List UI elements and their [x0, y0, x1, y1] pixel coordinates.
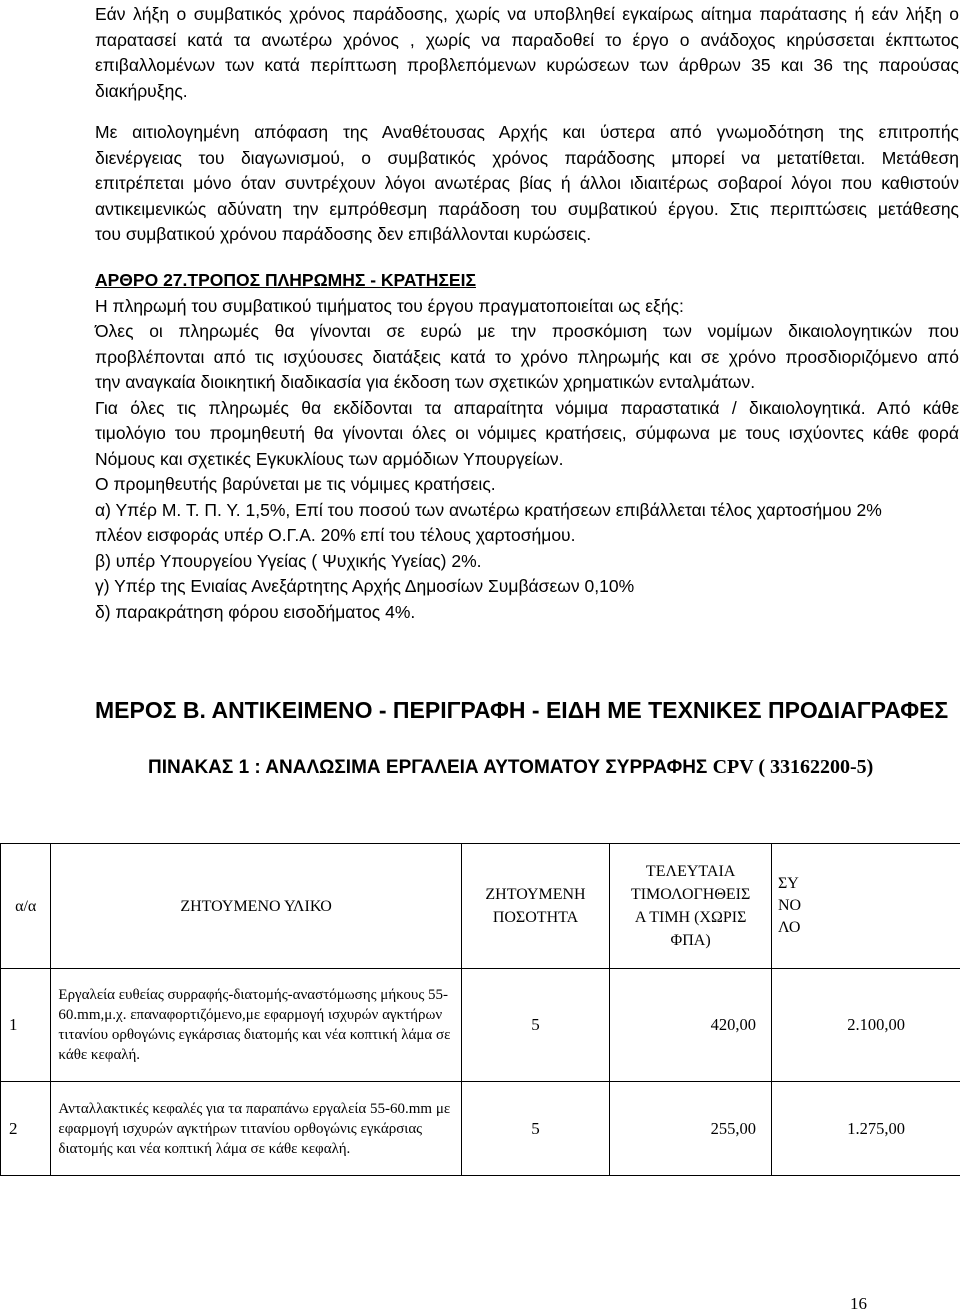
text-line: αντικειμενικώς αδύνατη την εμπρόθεσμη παράδοση του συμβατικού έργου. Στις περιπτώσεις μετάθεσης: [95, 198, 959, 219]
header-price-line: ΤΕΛΕΥΤΑΙΑ: [645, 863, 736, 880]
row-quantity: 5: [461, 1082, 610, 1176]
header-price-line: ΦΠΑ): [670, 932, 711, 949]
text-line: πλέον εισφοράς υπέρ Ο.Γ.Α. 20% επί του τέλους χαρτοσήμου.: [95, 525, 576, 545]
header-quantity: [461, 844, 610, 969]
text-line: διενέργειας του διαγωνισμού, ο συμβατικός χρόνος παράδοσης μπορεί να μετατίθεται. Μετάθεση: [95, 147, 959, 168]
article-27-section: [95, 268, 959, 625]
header-price-line: Α ΤΙΜΗ (ΧΩΡΙΣ: [634, 909, 747, 926]
part-b-title: ΜΕΡΟΣ Β. ΑΝΤΙΚΕΙΜΕΝΟ - ΠΕΡΙΓΡΑΦΗ - ΕΙΔΗ ΜΕ ΤΕΧΝΙΚΕΣ ΠΡΟΔΙΑΓΡΑΦΕΣ: [95, 697, 949, 723]
header-item: ΖΗΤΟΥΜΕΝΟ ΥΛΙΚΟ: [51, 844, 461, 969]
header-total-line: ΝΟ: [777, 897, 802, 914]
header-aa: α/α: [1, 844, 51, 969]
paragraph-delivery-expiry: [95, 2, 959, 104]
row-description: Εργαλεία ευθείας συρραφής-διατομής-αναστόμωσης μήκους 55-60.mm,μ.χ. επαναφορτιζόμενο,με εφαρμογή ισχυρών αγκτήρων τιτανίου ορθογώνις εγκάρσιας διατομής και νέα κοπτική λάμα σε κάθε κεφαλή.: [51, 969, 461, 1082]
header-quantity-line: ΠΟΣΟΤΗΤΑ: [492, 909, 579, 926]
text-line: την αναγκαία διοικητική διαδικασία για έκδοση των σχετικών χρηματικών ενταλμάτων.: [95, 372, 756, 392]
text-line: διακήρυξης.: [95, 80, 188, 101]
row-description: Ανταλλακτικές κεφαλές για τα παραπάνω εργαλεία 55-60.mm με εφαρμογή ισχυρών αγκτήρων τιτανίου ορθογώνις εγκάρσιας διατομής και νέα κοπτική λάμα σε κάθε κεφαλή.: [51, 1082, 461, 1176]
text-line: παρατασεί κατά τα ανωτέρω χρόνος , χωρίς να παραδοθεί το έργο ο ανάδοχος κηρύσσεται έκπτωτος: [95, 29, 959, 50]
text-line: β) υπέρ Υπουργείου Υγείας ( Ψυχικής Υγείας) 2%.: [95, 550, 482, 571]
table-row: [1, 1082, 960, 1176]
table-header-row: [1, 844, 960, 969]
text-line: Νόμους και σχετικές Εγκυκλίους των αρμόδιων Υπουργείων.: [95, 448, 564, 469]
row-number: 1: [1, 969, 51, 1082]
text-line: Ο προμηθευτής βαρύνεται με τις νόμιμες κρατήσεις.: [95, 474, 496, 494]
text-line: του συμβατικού χρόνου παράδοσης δεν επιβάλλονται κυρώσεις.: [95, 224, 592, 244]
text-line: γ) Υπέρ της Ενιαίας Ανεξάρτητης Αρχής Δημοσίων Συμβάσεων 0,10%: [95, 576, 635, 596]
items-table: [0, 843, 960, 1176]
text-line: Εάν λήξη ο συμβατικός χρόνος παράδοσης, χωρίς να υποβληθεί εγκαίρως αίτημα παράτασης ή εάν λήξη ο: [95, 4, 959, 24]
text-line: δ) παρακράτηση φόρου εισοδήματος 4%.: [95, 601, 416, 622]
text-line: Με αιτιολογημένη απόφαση της Αναθέτουσας Αρχής και ύστερα από γνωμοδότηση της επιτροπής: [95, 122, 959, 142]
header-price-line: ΤΙΜΟΛΟΓΗΘΕΙΣ: [630, 886, 751, 903]
text-line: προβλέπονται από τις ισχύουσες διατάξεις κατά το χρόνο πληρωμής και σε χρόνο προσδιοριζόμενο από: [95, 346, 959, 367]
row-number: 2: [1, 1082, 51, 1176]
paragraph-delivery-postponement: [95, 120, 959, 248]
text-line: Για όλες τις πληρωμές θα εκδίδονται τα απαραίτητα νόμιμα παραστατικά / δικαιολογητικά. Από κάθε: [95, 397, 959, 418]
text-line: Όλες οι πληρωμές θα γίνονται σε ευρώ με την προσκόμιση των νομίμων δικαιολογητικών που: [95, 321, 959, 341]
header-last-price: [610, 844, 772, 969]
text-line: α) Υπέρ Μ. Τ. Π. Υ. 1,5%, Επί του ποσού των ανωτέρω κρατήσεων επιβάλλεται τέλος χαρτοσήμου 2%: [95, 499, 882, 520]
row-total: 1.275,00: [771, 1082, 960, 1176]
header-total-line: ΛΟ: [777, 919, 801, 936]
header-total: [771, 844, 960, 969]
table-row: [1, 969, 960, 1082]
table-title-cpv: CPV ( 33162200-5): [712, 756, 874, 778]
article-heading: ΑΡΘΡΟ 27.ΤΡΟΠΟΣ ΠΛΗΡΩΜΗΣ - ΚΡΑΤΗΣΕΙΣ: [95, 270, 476, 290]
row-total: 2.100,00: [771, 969, 960, 1082]
header-total-line: ΣΥ: [777, 875, 799, 892]
header-quantity-line: ΖΗΤΟΥΜΕΝΗ: [485, 886, 586, 903]
text-line: επιτρέπεται μόνο όταν συντρέχουν λόγοι ανωτέρας βίας ή άλλοι ιδιαιτέρως σοβαροί λόγοι που καθιστούν: [95, 173, 959, 193]
row-quantity: 5: [461, 969, 610, 1082]
text-line: τιμολόγιο του προμηθευτή θα γίνονται όλες οι νόμιμες κρατήσεις, σύμφωνα με τους ισχύοντες κάθε φορά: [95, 423, 959, 443]
row-price: 420,00: [610, 969, 772, 1082]
text-line: επιβαλλομένων των κατά περίπτωση προβλεπόμενων κυρώσεων των άρθρων 35 και 36 της παρούσας: [95, 55, 959, 75]
text-line: Η πληρωμή του συμβατικού τιμήματος του έργου πραγματοποιείται ως εξής:: [95, 295, 684, 316]
table-title-text: ΠΙΝΑΚΑΣ 1 : ΑΝΑΛΩΣΙΜΑ ΕΡΓΑΛΕΙΑ ΑΥΤΟΜΑΤΟΥ ΣΥΡΡΑΦΗΣ: [148, 757, 713, 778]
row-price: 255,00: [610, 1082, 772, 1176]
page-number: 16: [850, 1294, 867, 1313]
table-title: [148, 756, 873, 779]
